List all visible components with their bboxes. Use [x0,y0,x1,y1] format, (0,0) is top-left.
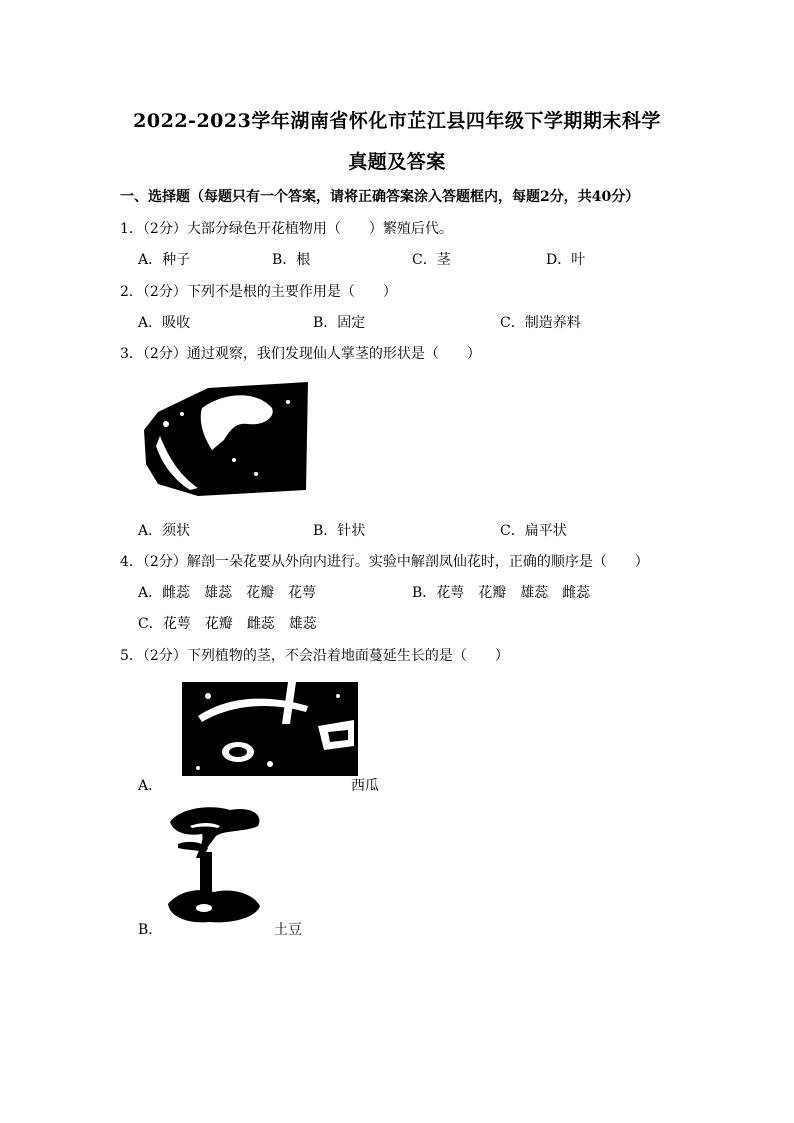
q5-option-b-caption: 土豆 [274,922,302,938]
q1-option-a: A．种子 [138,252,191,268]
q5-option-a: A． [138,778,163,794]
question-4-stem: 4．（2分）解剖一朵花要从外向内进行。实验中解剖凤仙花时，正确的顺序是（ ） [120,554,649,570]
question-5-stem: 5．（2分）下列植物的茎，不会沿着地面蔓延生长的是（ ） [120,648,509,664]
q4-option-c: C．花萼 花瓣 雌蕊 雄蕊 [138,616,317,632]
q3-option-b: B．针状 [313,523,366,539]
q1-option-b: B．根 [272,252,311,268]
potato-plant-image [160,800,268,928]
q2-option-a: A．吸收 [138,315,191,331]
question-2-stem: 2．（2分）下列不是根的主要作用是（ ） [120,284,397,300]
q2-option-c: C．制造养料 [500,315,581,331]
q5-option-b: B． [138,922,163,938]
q4-option-a: A．雌蕊 雄蕊 花瓣 花萼 [138,585,317,601]
section-heading: 一、选择题（每题只有一个答案，请将正确答案涂入答题框内，每题2分，共40分） [120,189,640,205]
q1-option-d: D．叶 [546,252,586,268]
q4-option-b: B．花萼 花瓣 雄蕊 雌蕊 [412,585,591,601]
question-3-stem: 3．（2分）通过观察，我们发现仙人掌茎的形状是（ ） [120,346,481,362]
watermelon-image [178,676,362,780]
q3-option-a: A．须状 [138,523,191,539]
doc-title-line2: 真题及答案 [348,151,446,173]
q5-option-a-caption: 西瓜 [351,778,379,794]
question-1-stem: 1．（2分）大部分绿色开花植物用（ ）繁殖后代。 [120,221,453,237]
q1-option-c: C．茎 [412,252,451,268]
q2-option-b: B．固定 [313,315,366,331]
cactus-stem-image [138,378,312,502]
doc-title-line1: 2022-2023学年湖南省怀化市芷江县四年级下学期期末科学 [133,110,661,132]
q3-option-c: C．扁平状 [500,523,567,539]
